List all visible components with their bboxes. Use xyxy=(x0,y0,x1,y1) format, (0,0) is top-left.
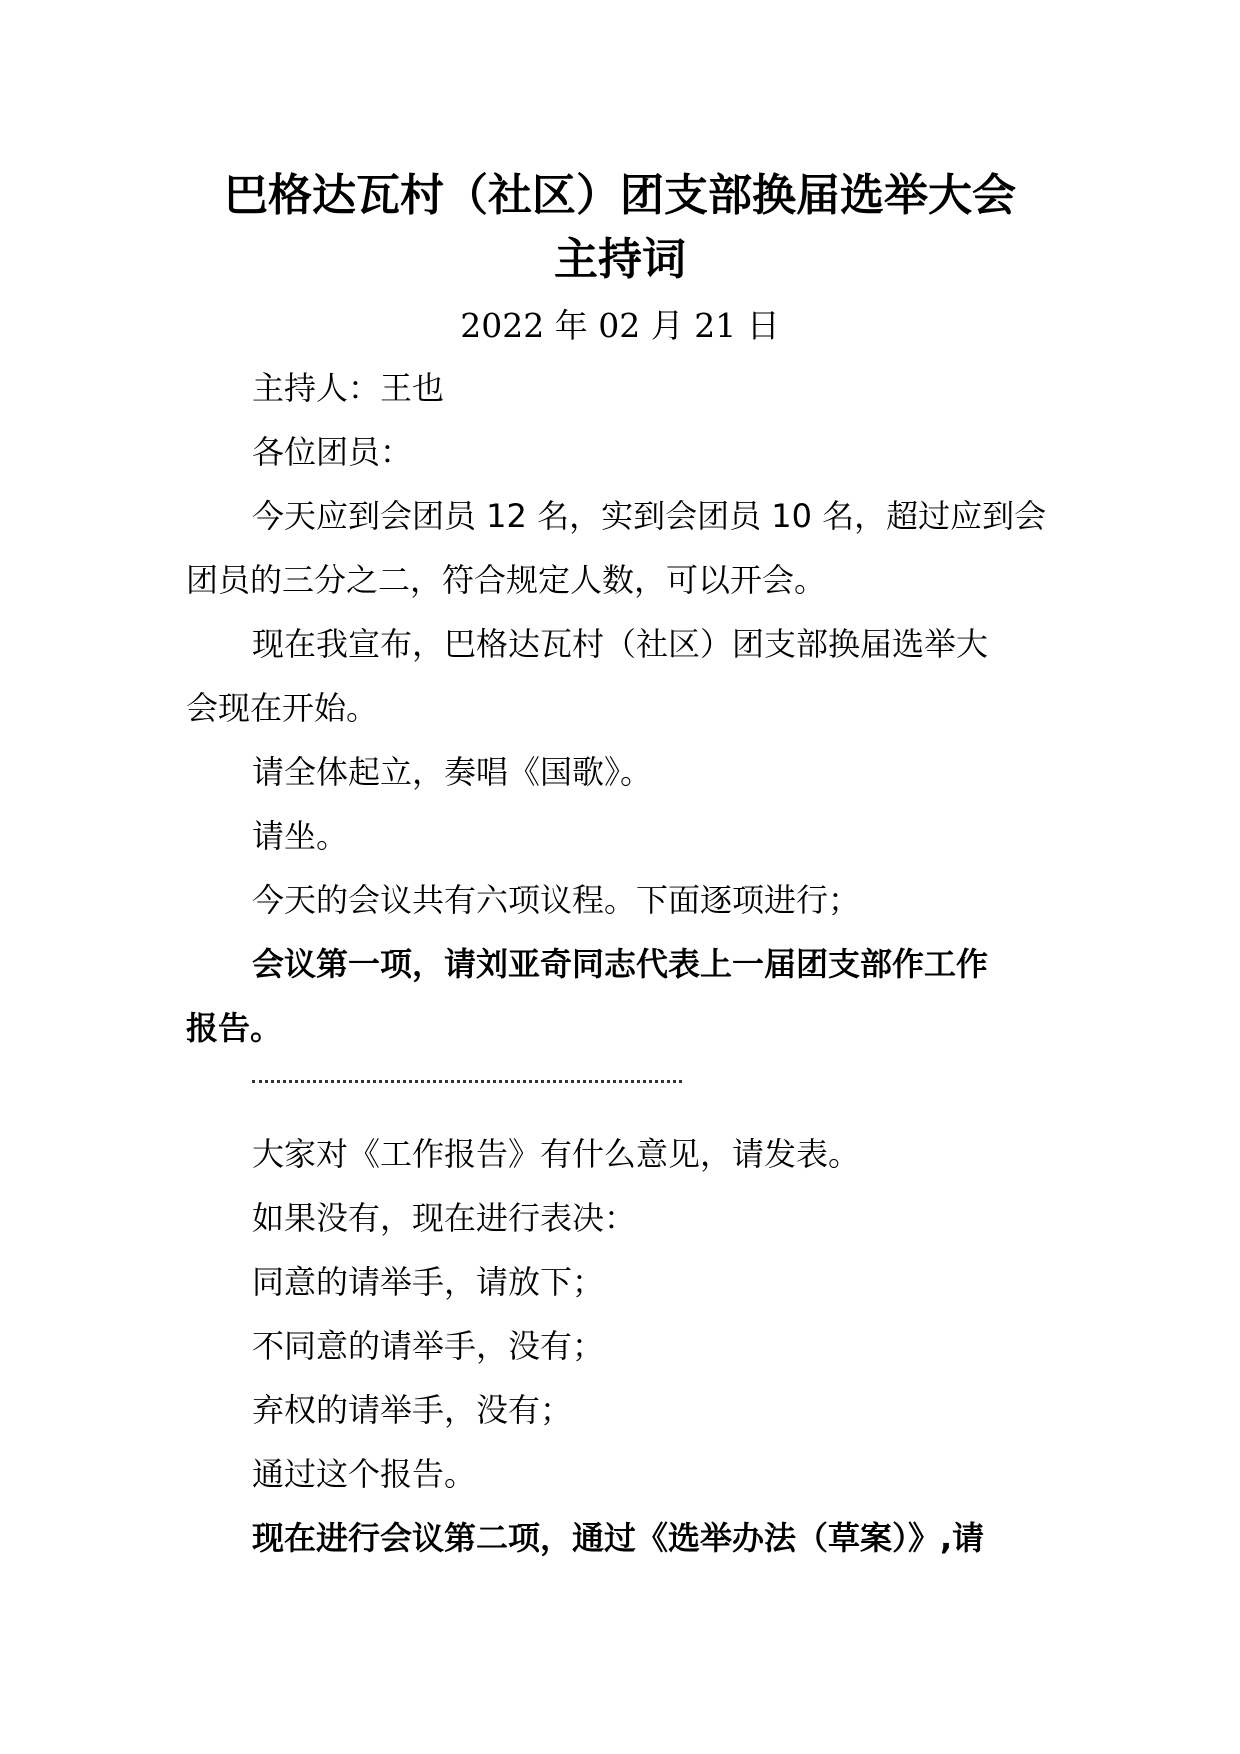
host-line: 主持人：王也 xyxy=(252,369,445,407)
paragraph-abstain: 弃权的请举手，没有； xyxy=(252,1391,573,1429)
document-title-line-2: 主持词 xyxy=(554,234,686,285)
paragraph-opinion: 大家对《工作报告》有什么意见，请发表。 xyxy=(252,1135,861,1173)
paragraph-vote: 如果没有，现在进行表决： xyxy=(252,1199,637,1237)
paragraph-agree: 同意的请举手，请放下； xyxy=(252,1263,605,1301)
paragraph-sit: 请坐。 xyxy=(252,817,349,855)
document-title-line-1: 巴格达瓦村（社区）团支部换届选举大会 xyxy=(224,170,1016,221)
paragraph-anthem: 请全体起立，奏唱《国歌》。 xyxy=(252,753,653,791)
paragraph-announce-line-1: 现在我宣布，巴格达瓦村（社区）团支部换届选举大 xyxy=(252,625,989,663)
paragraph-attendance-line-1: 今天应到会团员 12 名，实到会团员 10 名，超过应到会 xyxy=(252,497,1047,535)
greeting-line: 各位团员： xyxy=(252,433,413,471)
dotted-separator xyxy=(252,1080,682,1083)
paragraph-disagree: 不同意的请举手，没有； xyxy=(252,1327,605,1365)
agenda-item-2-line-1: 现在进行会议第二项，通过《选举办法（草案）》,请 xyxy=(252,1519,985,1557)
paragraph-announce-line-2: 会现在开始。 xyxy=(186,689,379,727)
agenda-item-1-line-2: 报告。 xyxy=(186,1009,283,1047)
paragraph-pass: 通过这个报告。 xyxy=(252,1455,477,1493)
paragraph-agenda: 今天的会议共有六项议程。下面逐项进行； xyxy=(252,881,861,919)
agenda-item-1-line-1: 会议第一项，请刘亚奇同志代表上一届团支部作工作 xyxy=(252,945,989,983)
paragraph-attendance-line-2: 团员的三分之二，符合规定人数，可以开会。 xyxy=(186,561,827,599)
document-date: 2022 年 02 月 21 日 xyxy=(460,306,780,345)
